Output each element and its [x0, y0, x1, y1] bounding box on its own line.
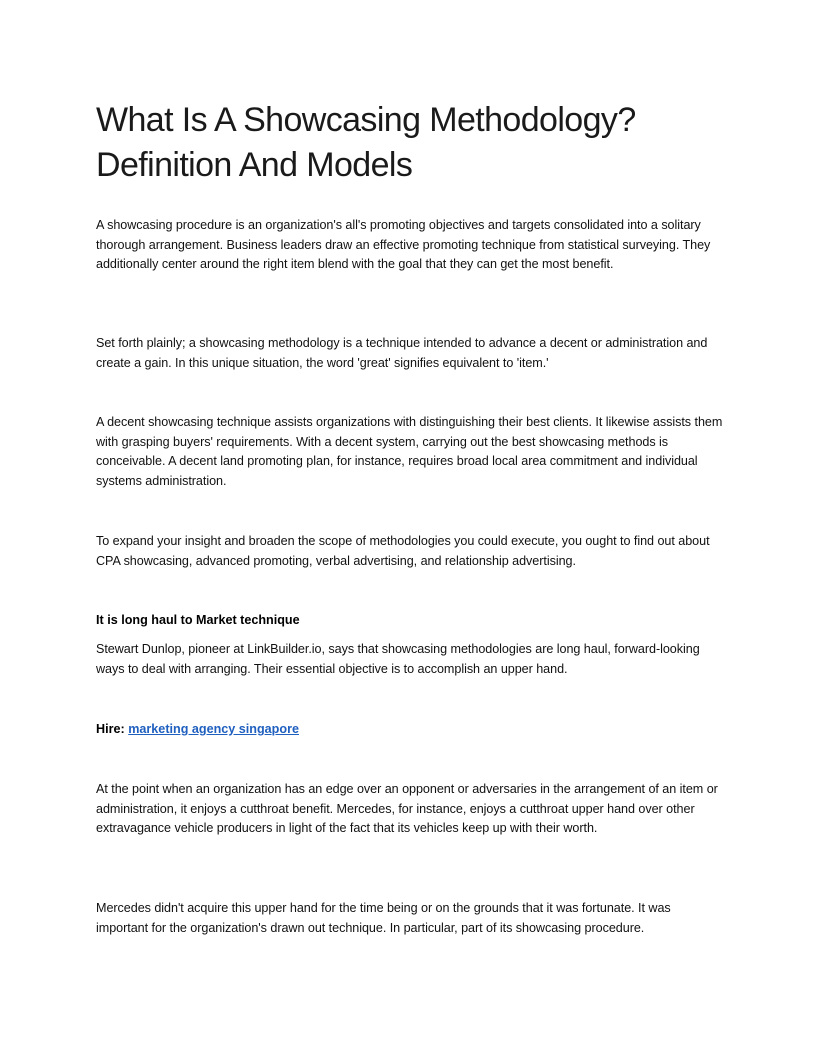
page-title-line-1: What Is A Showcasing Methodology?	[96, 101, 636, 139]
hire-label: Hire:	[96, 722, 125, 736]
section-heading: It is long haul to Market technique	[96, 613, 300, 627]
marketing-agency-link[interactable]: marketing agency singapore	[128, 722, 299, 736]
hire-line	[96, 720, 299, 740]
intro-paragraph: A showcasing procedure is an organization's all's promoting objectives and targets consolidated into a solitary thorough arrangement. Business leaders draw an effective promoting technique from statistical surveying. They additionally center around the right item blend with the goal that they can get the most benefit.	[96, 218, 711, 271]
page-title	[96, 98, 736, 188]
mercedes-paragraph: Mercedes didn't acquire this upper hand for the time being or on the grounds that it was fortunate. It was important for the organization's drawn out technique. In particular, part of its showcasing procedure.	[96, 901, 671, 935]
expand-insight-paragraph: To expand your insight and broaden the scope of methodologies you could execute, you ought to find out about CPA showcasing, advanced promoting, verbal advertising, and relationship advertising.	[96, 534, 710, 568]
benefits-paragraph: A decent showcasing technique assists organizations with distinguishing their best clients. It likewise assists them with grasping buyers' requirements. With a decent system, carrying out the best showcasing methods is conceivable. A decent land promoting plan, for instance, requires broad local area commitment and individual systems administration.	[96, 415, 723, 488]
section-paragraph: Stewart Dunlop, pioneer at LinkBuilder.io, says that showcasing methodologies are long haul, forward-looking ways to deal with arranging. Their essential objective is to accomplish an upper hand.	[96, 642, 700, 676]
page-title-line-2: Definition And Models	[96, 146, 413, 184]
competitive-advantage-paragraph: At the point when an organization has an edge over an opponent or adversaries in the arrangement of an item or administration, it enjoys a cutthroat benefit. Mercedes, for instance, enjoys a cutthroat upper hand over other extravagance vehicle producers in light of the fact that its vehicles keep up with their worth.	[96, 782, 718, 835]
definition-paragraph: Set forth plainly; a showcasing methodology is a technique intended to advance a decent or administration and create a gain. In this unique situation, the word 'great' signifies equivalent to 'item.'	[96, 336, 708, 370]
